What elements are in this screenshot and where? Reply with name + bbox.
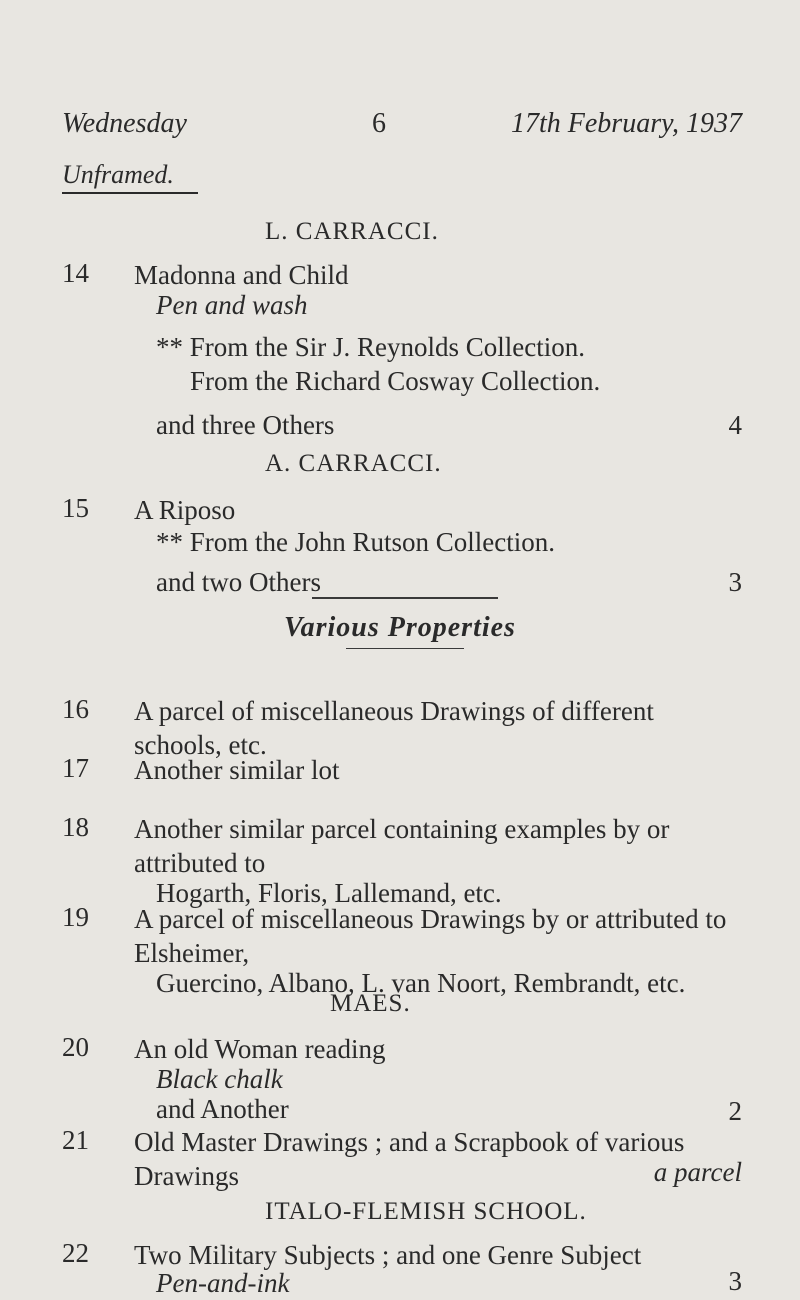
lot-number: 20 (62, 1032, 89, 1062)
lot-provenance: ** From the Sir J. Reynolds Collection. (156, 332, 585, 362)
lot-title: An old Woman reading (134, 1034, 386, 1064)
lot-14 (62, 258, 742, 442)
lot-number: 19 (62, 902, 89, 932)
lot-quantity: 4 (728, 410, 742, 440)
lot-number: 14 (62, 258, 89, 288)
lot-title: A parcel of miscellaneous Drawings by or attributed to Elsheimer, (134, 904, 727, 968)
lot-21 (62, 1125, 742, 1193)
artist-heading-maes: MAES. (330, 990, 411, 1017)
artist-heading-italo-flemish-school: ITALO-FLEMISH SCHOOL. (265, 1198, 587, 1225)
lot-quantity: 3 (728, 1266, 742, 1296)
lot-provenance: From the Richard Cosway Collection. (190, 366, 601, 396)
lot-number: 16 (62, 694, 89, 724)
header-date: 17th February, 1937 (511, 108, 742, 139)
lot-number: 17 (62, 753, 89, 783)
various-properties-heading: Various Properties (284, 612, 516, 643)
lot-15 (62, 493, 742, 599)
lot-extra: and Another (156, 1094, 289, 1124)
lot-title: A parcel of miscellaneous Drawings of different schools, etc. (134, 696, 654, 760)
lot-19 (62, 902, 742, 1000)
lot-title: Old Master Drawings ; and a Scrapbook of various Drawings (134, 1127, 685, 1191)
lot-18 (62, 812, 742, 910)
header-page-number: 6 (372, 108, 386, 139)
artist-heading-a-carracci: A. CARRACCI. (265, 450, 442, 477)
section-title-text: Unframed. (62, 160, 174, 189)
lot-extra: and three Others (156, 410, 335, 440)
lot-medium: Black chalk (156, 1064, 283, 1094)
lot-medium: Pen and wash (156, 290, 308, 320)
lot-quantity: 3 (728, 567, 742, 597)
lot-title-continued: Hogarth, Floris, Lallemand, etc. (156, 878, 502, 908)
lot-medium: Pen-and-ink (156, 1268, 290, 1298)
section-underline (62, 192, 198, 194)
lot-title: Two Military Subjects ; and one Genre Subject (134, 1240, 642, 1270)
lot-number: 15 (62, 493, 89, 523)
lot-title: A Riposo (134, 495, 236, 525)
lot-provenance: ** From the John Rutson Collection. (156, 527, 556, 557)
lot-22 (62, 1238, 742, 1300)
divider-bottom (346, 648, 464, 649)
lot-number: 21 (62, 1125, 89, 1155)
header-day: Wednesday (62, 108, 187, 139)
lot-number: 22 (62, 1238, 89, 1268)
lot-medium: a parcel (653, 1157, 742, 1187)
lot-17 (62, 753, 742, 787)
lot-20 (62, 1032, 742, 1126)
lot-title: Another similar parcel containing examples by or attributed to (134, 814, 670, 878)
lot-title: Another similar lot (134, 755, 340, 785)
lot-extra: and two Others (156, 567, 321, 597)
artist-heading-l-carracci: L. CARRACCI. (265, 218, 439, 245)
lot-16 (62, 694, 742, 762)
lot-title-continued: Guercino, Albano, L. van Noort, Rembrandt, etc. (156, 968, 686, 998)
divider-top (312, 597, 498, 599)
lot-number: 18 (62, 812, 89, 842)
lot-title: Madonna and Child (134, 260, 349, 290)
lot-quantity: 2 (728, 1096, 742, 1126)
section-title (62, 160, 174, 190)
